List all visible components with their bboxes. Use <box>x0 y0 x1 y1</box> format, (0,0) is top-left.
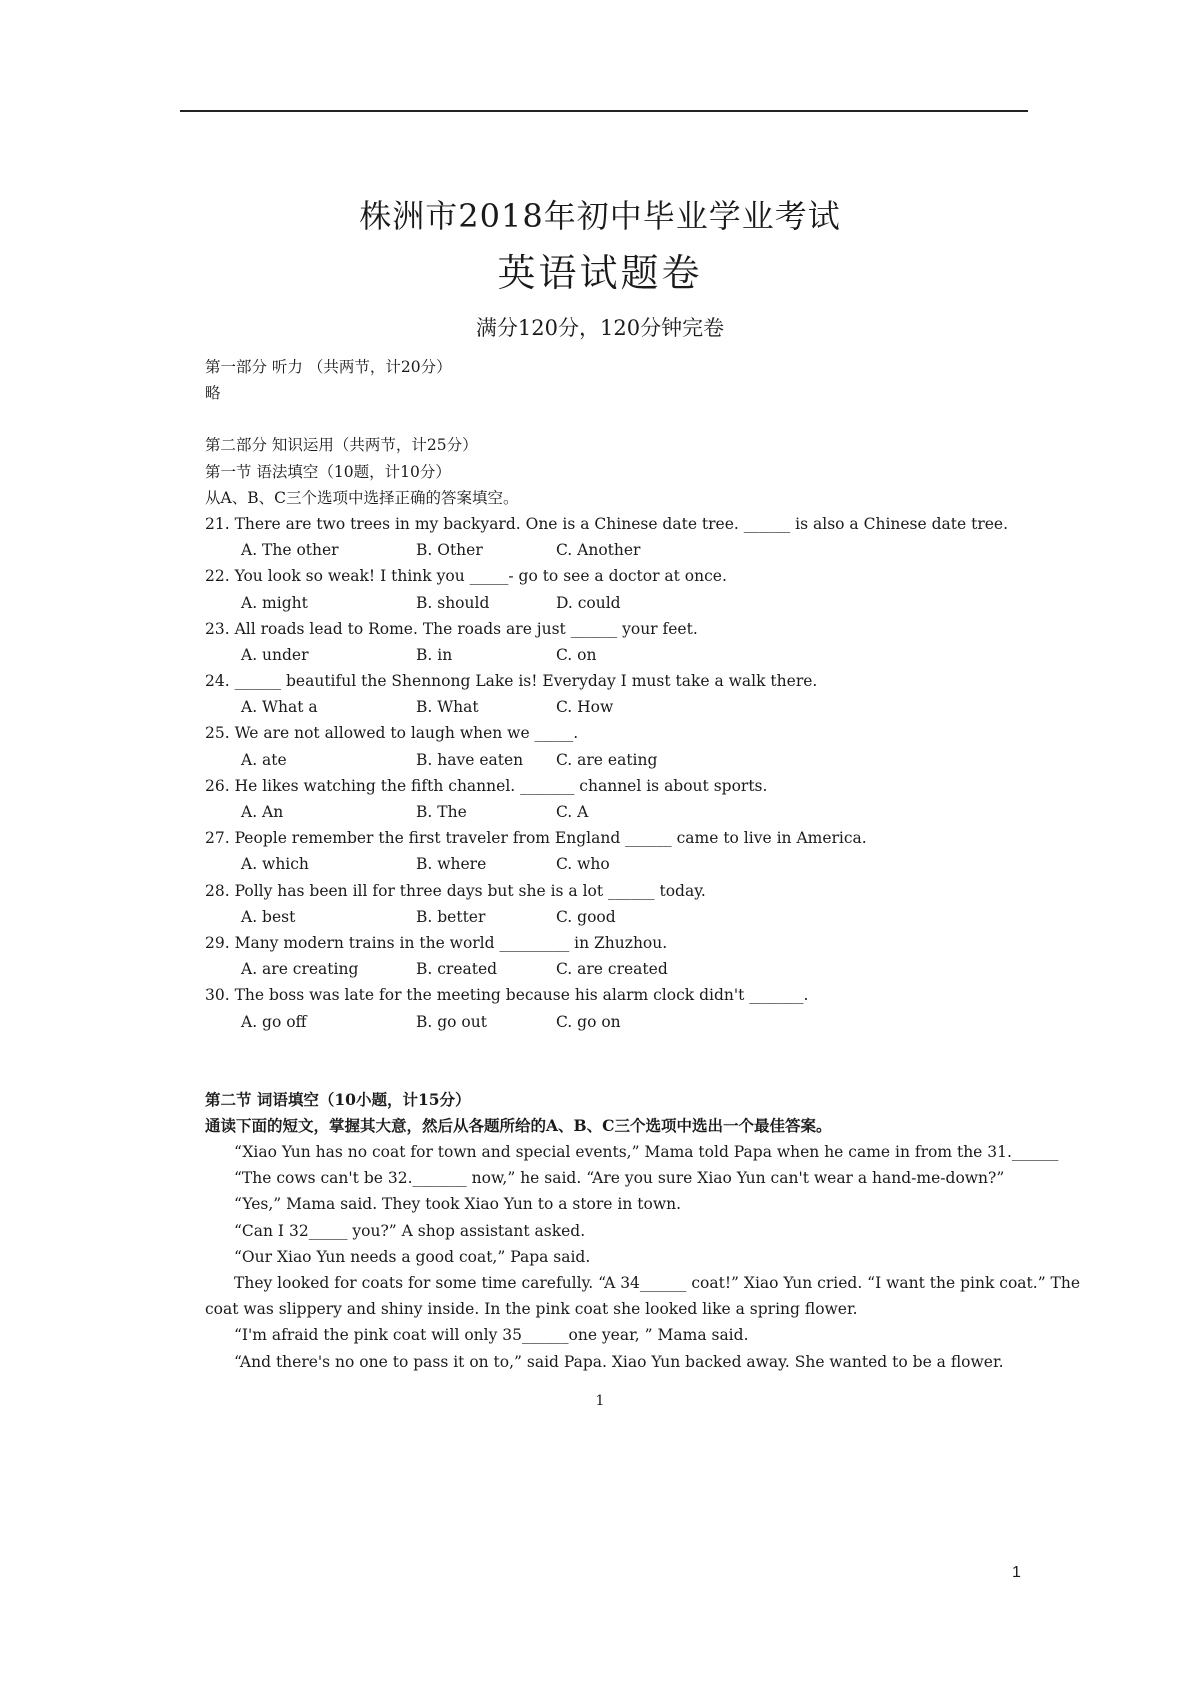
option-c: C. are eating <box>556 750 658 769</box>
page-number-corner: 1 <box>1012 1564 1021 1581</box>
question-options <box>205 694 1085 720</box>
option-a: A. which <box>241 855 309 874</box>
section2-instruction: 通读下面的短文，掌握其大意，然后从各题所给的A、B、C三个选项中选出一个最佳答案。 <box>205 1115 832 1135</box>
option-a: A. An <box>241 803 284 821</box>
question-stem: 30. The boss was late for the meeting because his alarm clock didn't _______. <box>205 986 809 1005</box>
passage-paragraph: “Xiao Yun has no coat for town and special events,” Mama told Papa when he came in from the 31.______ <box>234 1143 1059 1162</box>
option-b: B. have eaten <box>416 750 524 769</box>
header-rule <box>180 110 1028 112</box>
option-c: C. go on <box>556 1012 621 1031</box>
option-c: C. who <box>556 855 610 874</box>
question-stem: 29. Many modern trains in the world _________ in Zhuzhou. <box>205 933 668 952</box>
option-b: B. better <box>416 907 486 926</box>
option-b: B. Other <box>416 541 483 560</box>
question-options <box>205 590 1085 616</box>
question-options <box>205 904 1085 930</box>
option-c: C. on <box>556 645 597 664</box>
option-b: B. in <box>416 645 453 664</box>
option-a: A. are creating <box>241 960 359 979</box>
option-b: B. created <box>416 960 498 979</box>
question-options <box>205 747 1085 773</box>
question-stem: 28. Polly has been ill for three days but she is a lot ______ today. <box>205 881 706 900</box>
exam-subtitle: 英语试题卷 <box>497 251 703 295</box>
option-b: B. The <box>416 803 467 821</box>
option-b: B. go out <box>416 1012 487 1031</box>
question-stem: 23. All roads lead to Rome. The roads are just ______ your feet. <box>205 619 698 638</box>
option-b: B. should <box>416 593 490 612</box>
question-options <box>205 851 1085 877</box>
option-a: A. The other <box>241 541 339 560</box>
section2-heading: 第二节 词语填空（10小题，计15分） <box>205 1089 471 1109</box>
question-stem: 22. You look so weak! I think you _____- go to see a doctor at once. <box>205 567 727 586</box>
question-list <box>205 511 1085 1035</box>
page-number-center: 1 <box>595 1393 605 1409</box>
option-c: C. good <box>556 907 616 926</box>
part1-heading: 第一部分 听力 （共两节，计20分） <box>205 358 452 376</box>
option-b: B. where <box>416 855 487 874</box>
part2-heading: 第二部分 知识运用（共两节，计25分） <box>205 436 478 455</box>
score-info: 满分120分，120分钟完卷 <box>475 316 725 340</box>
section1-heading: 第一节 语法填空（10题，计10分） <box>205 462 451 481</box>
question-stem: 24. ______ beautiful the Shennong Lake is! Everyday I must take a walk there. <box>205 672 818 691</box>
question-options <box>205 956 1085 982</box>
exam-content <box>205 354 1085 1375</box>
passage-paragraph: “Can I 32_____ you?” A shop assistant asked. <box>234 1221 586 1240</box>
option-a: A. What a <box>241 698 318 717</box>
question-options <box>205 1009 1085 1035</box>
passage-paragraph: “I'm afraid the pink coat will only 35______one year, ” Mama said. <box>234 1326 749 1345</box>
question-stem: 21. There are two trees in my backyard. One is a Chinese date tree. ______ is also a Chinese date tree. <box>205 514 1009 533</box>
section1-instruction: 从A、B、C三个选项中选择正确的答案填空。 <box>205 488 519 507</box>
option-c: C. How <box>556 698 614 717</box>
option-a: A. best <box>241 907 296 926</box>
option-a: A. ate <box>241 750 287 769</box>
passage-paragraph: “And there's no one to pass it on to,” said Papa. Xiao Yun backed away. She wanted to be a flower. <box>234 1352 1004 1371</box>
passage-paragraph: “Our Xiao Yun needs a good coat,” Papa said. <box>234 1247 591 1266</box>
passage-paragraph: “Yes,” Mama said. They took Xiao Yun to a store in town. <box>234 1195 681 1214</box>
question-options <box>205 642 1085 668</box>
question-stem: 25. We are not allowed to laugh when we _____. <box>205 724 579 743</box>
option-c: C. are created <box>556 960 668 979</box>
passage-paragraph: They looked for coats for some time carefully. “A 34______ coat!” Xiao Yun cried. “I want the pink coat.” The coat was slippery and shiny inside. In the pink coat she looked like a spring flower. <box>205 1274 1081 1319</box>
question-options <box>205 799 1085 825</box>
option-c: D. could <box>556 593 621 612</box>
option-b: B. What <box>416 698 479 717</box>
question-stem: 27. People remember the first traveler from England ______ came to live in America. <box>205 829 867 848</box>
part1-note: 略 <box>205 384 221 403</box>
passage <box>205 1139 1085 1375</box>
option-a: A. go off <box>241 1012 307 1031</box>
exam-title: 株洲市2018年初中毕业学业考试 <box>359 197 841 235</box>
question-options <box>205 537 1085 563</box>
option-a: A. might <box>241 593 308 612</box>
question-stem: 26. He likes watching the fifth channel. _______ channel is about sports. <box>205 776 768 795</box>
option-a: A. under <box>241 645 309 664</box>
passage-paragraph: “The cows can't be 32._______ now,” he said. “Are you sure Xiao Yun can't wear a hand-me-down?” <box>234 1169 1005 1188</box>
option-c: C. Another <box>556 541 641 560</box>
option-c: C. A <box>556 803 589 821</box>
